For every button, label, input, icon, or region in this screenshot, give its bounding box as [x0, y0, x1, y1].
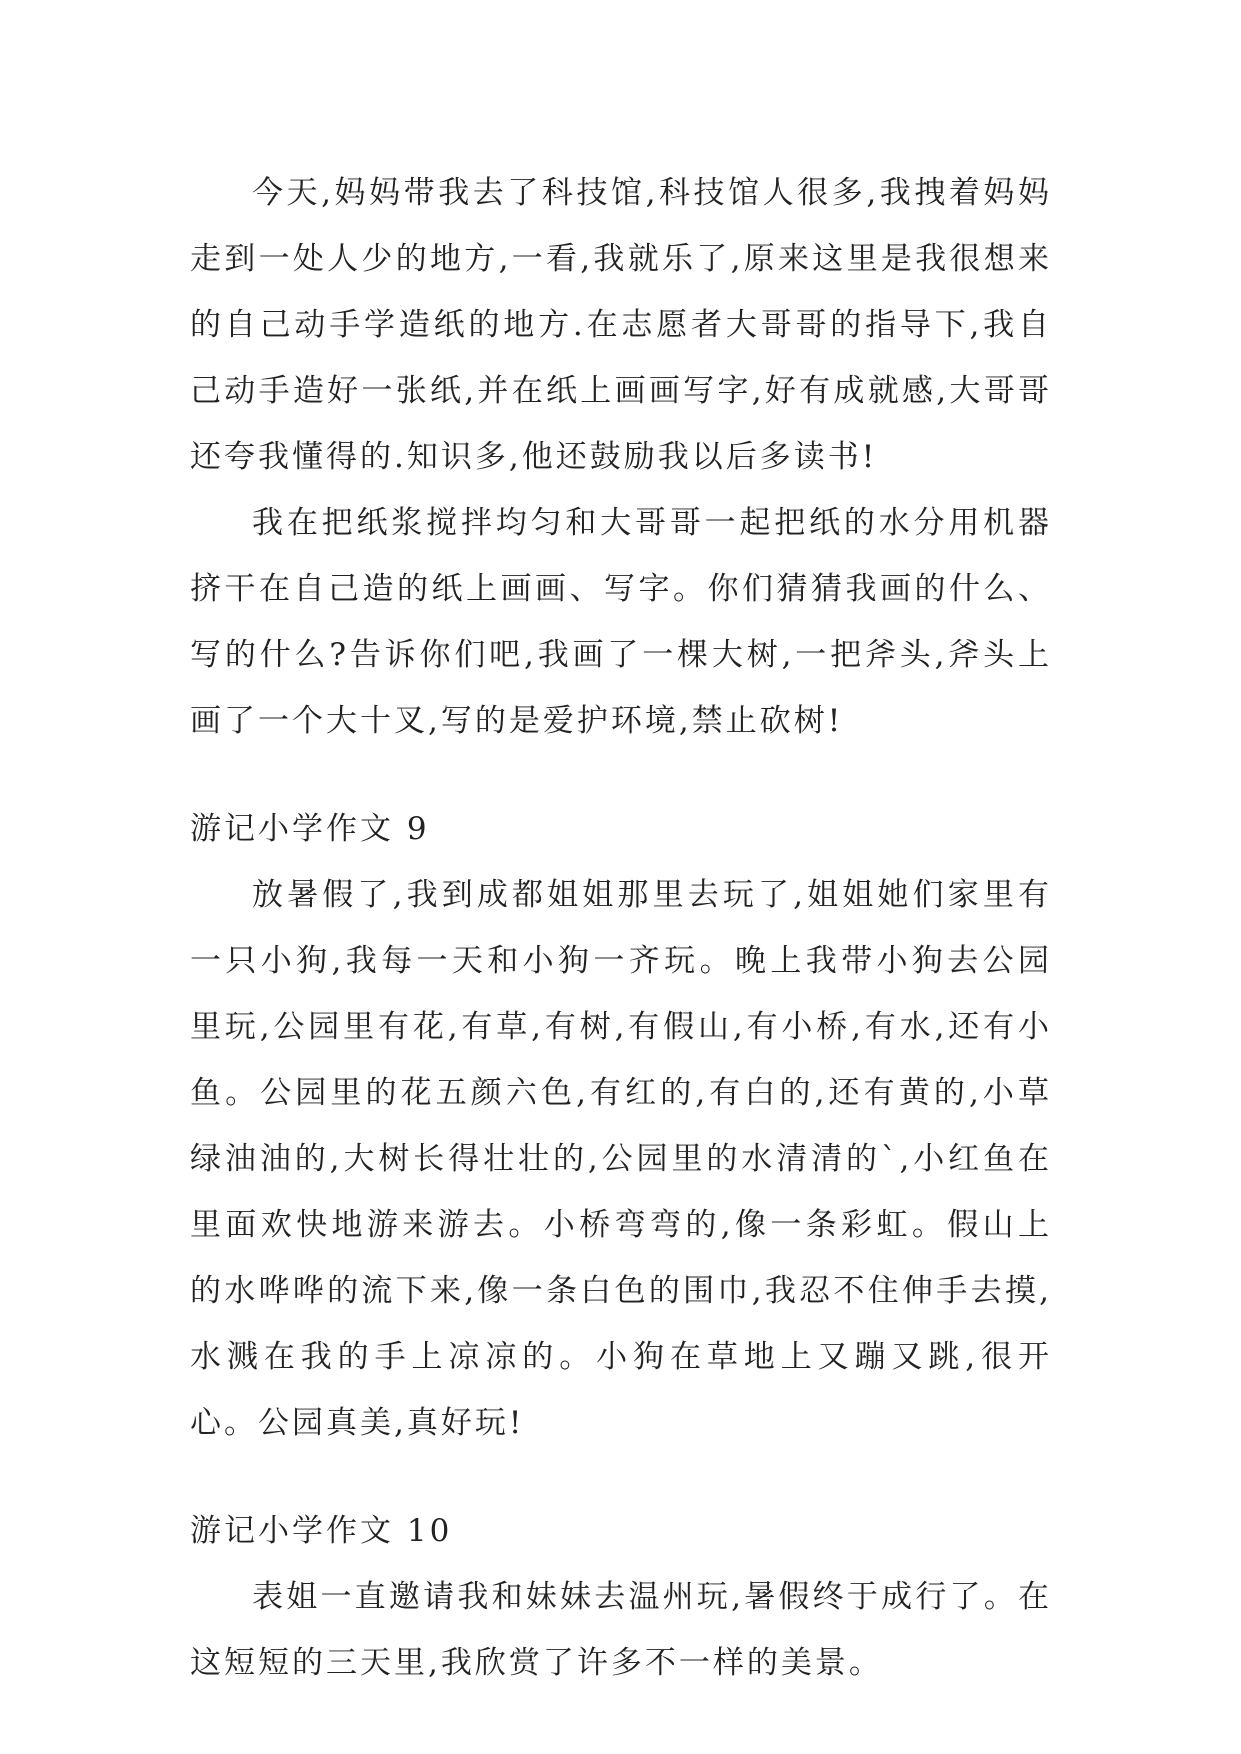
paragraph-science-museum: 今天,妈妈带我去了科技馆,科技馆人很多,我拽着妈妈走到一处人少的地方,一看,我就乐了,原来这里是我很想来的自己动手学造纸的地方.在志愿者大哥哥的指导下,我自己动手造好一张纸,并在纸上画画写字,好有成就感,大哥哥还夸我懂得的.知识多,他还鼓励我以后多读书!	[190, 175, 1052, 475]
paragraph-chengdu-park: 放暑假了,我到成都姐姐那里去玩了,姐姐她们家里有一只小狗,我每一天和小狗一齐玩。晚上我带小狗去公园里玩,公园里有花,有草,有树,有假山,有小桥,有水,还有小鱼。公园里的花五颜六色,有红的,有白的,还有黄的,小草绿油油的,大树长得壮壮的,公园里的水清清的`,小红鱼在里面欢快地游来游去。小桥弯弯的,像一条彩虹。假山上的水哗哗的流下来,像一条白色的围巾,我忍不住伸手去摸,水溅在我的手上凉凉的。小狗在草地上又蹦又跳,很开心。公园真美,真好玩!	[190, 877, 1052, 1441]
section-heading-9: 游记小学作文 9	[190, 811, 430, 847]
paragraph-paper-drawing: 我在把纸浆搅拌均匀和大哥哥一起把纸的水分用机器挤干在自己造的纸上画画、写字。你们猜猜我画的什么、写的什么?告诉你们吧,我画了一棵大树,一把斧头,斧头上画了一个大十叉,写的是爱护环境,禁止砍树!	[190, 505, 1052, 739]
section-heading-10: 游记小学作文 10	[190, 1513, 453, 1549]
paragraph-wenzhou-trip: 表姐一直邀请我和妹妹去温州玩,暑假终于成行了。在这短短的三天里,我欣赏了许多不一样的美景。	[190, 1579, 1052, 1681]
document-page	[190, 160, 1052, 1696]
